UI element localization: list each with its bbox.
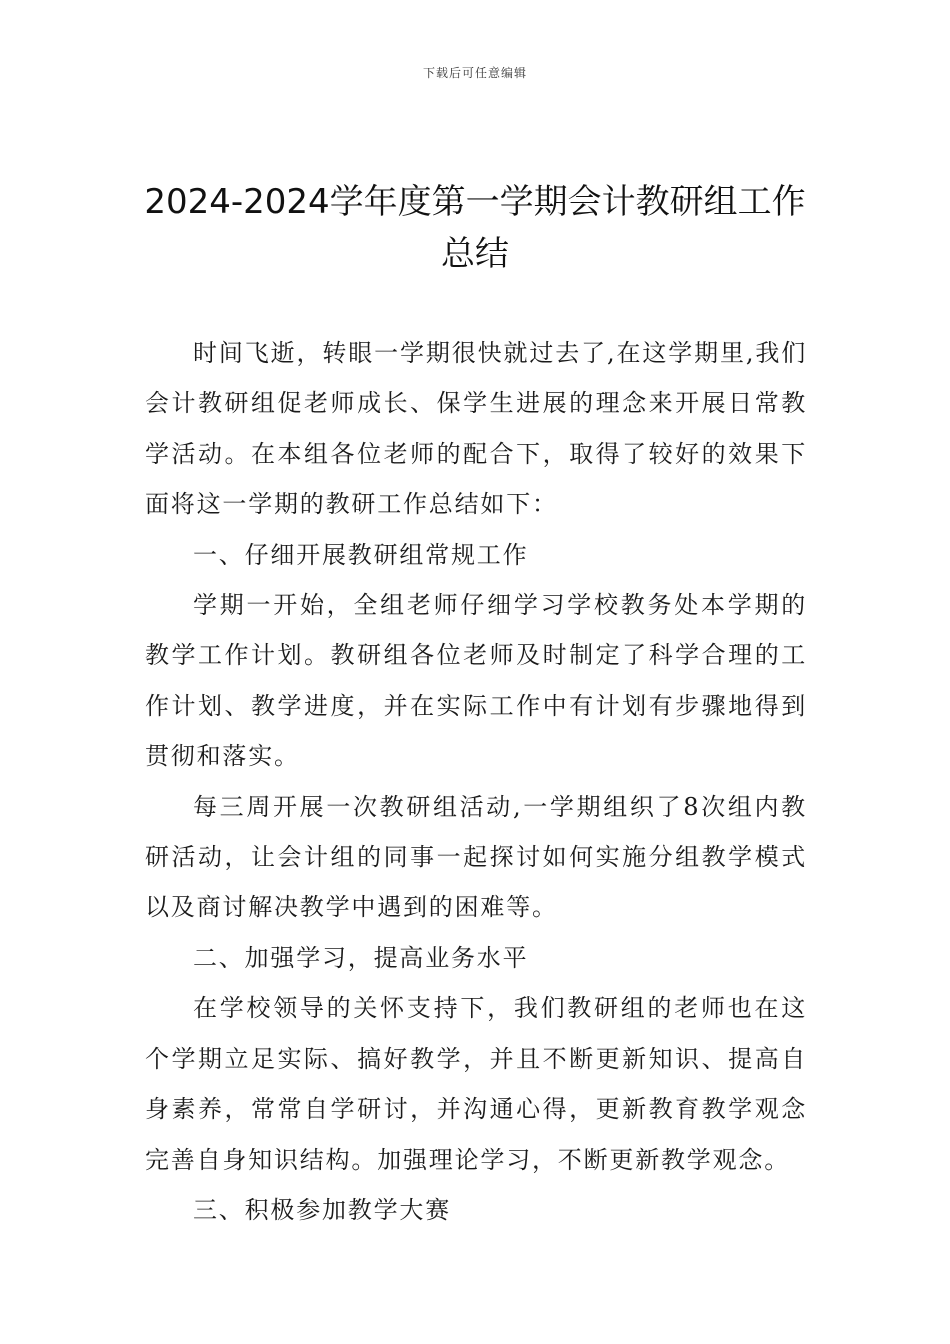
- document-title-line-1: 2024-2024学年度第一学期会计教研组工作: [144, 182, 806, 222]
- section-heading-3: 三、积极参加教学大赛: [193, 1195, 451, 1224]
- document-body: [145, 328, 807, 1235]
- section-heading-1: 一、仔细开展教研组常规工作: [193, 540, 529, 569]
- page-header-note: 下载后可任意编辑: [422, 66, 527, 80]
- section-heading-2: 二、加强学习，提高业务水平: [193, 943, 529, 972]
- document-title: [120, 176, 830, 280]
- paragraph: 在学校领导的关怀支持下，我们教研组的老师也在这个学期立足实际、搞好教学，并且不断更新知识、提高自身素养，常常自学研讨，并沟通心得，更新教育教学观念完善自身知识结构。加强理论学习，不断更新教学观念。: [145, 994, 807, 1174]
- paragraph-intro: 时间飞逝，转眼一学期很快就过去了,在这学期里,我们会计教研组促老师成长、保学生进展的理念来开展日常教学活动。在本组各位老师的配合下，取得了较好的效果下面将这一学期的教研工作总结如下：: [145, 339, 807, 519]
- paragraph: 学期一开始，全组老师仔细学习学校教务处本学期的教学工作计划。教研组各位老师及时制定了科学合理的工作计划、教学进度，并在实际工作中有计划有步骤地得到贯彻和落实。: [145, 591, 807, 771]
- document-title-line-2: 总结: [441, 234, 509, 274]
- paragraph: 每三周开展一次教研组活动,一学期组织了8次组内教研活动，让会计组的同事一起探讨如何实施分组教学模式以及商讨解决教学中遇到的困难等。: [145, 792, 807, 922]
